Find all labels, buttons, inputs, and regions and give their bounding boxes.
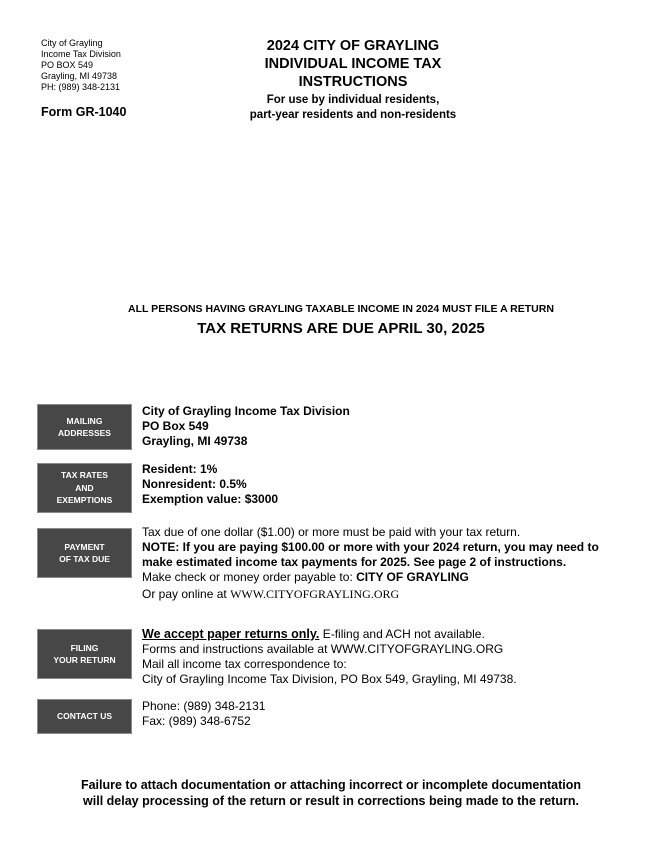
- fax-number: Fax: (989) 348-6752: [142, 714, 251, 728]
- filing-requirement-notice: ALL PERSONS HAVING GRAYLING TAXABLE INCOME IN 2024 MUST FILE A RETURN: [128, 303, 554, 315]
- document-subtitle: [200, 93, 506, 123]
- mailing-line: City of Grayling Income Tax Division: [142, 404, 350, 418]
- accept-line: [142, 627, 642, 642]
- subtitle-line: For use by individual residents,: [266, 94, 440, 106]
- document-title: [222, 37, 484, 91]
- payment-note: make estimated income tax payments for 2025. See page 2 of instructions.: [142, 555, 567, 569]
- label-line: TAX RATES: [61, 470, 108, 481]
- paper-returns-notice: We accept paper returns only.: [142, 627, 320, 641]
- label-line: PAYMENT: [64, 541, 105, 552]
- filing-label: [37, 629, 132, 679]
- payment-line: Tax due of one dollar ($1.00) or more must be paid with your tax return.: [142, 525, 521, 539]
- rate-line: Exemption value: $3000: [142, 492, 279, 506]
- documentation-warning: [0, 777, 662, 809]
- address-line: Grayling, MI 49738: [41, 71, 118, 81]
- filing-line: Mail all income tax correspondence to:: [142, 657, 347, 671]
- address-line: PO BOX 549: [41, 60, 94, 70]
- label-line: FILING: [70, 642, 99, 653]
- address-line: PH: (989) 348-2131: [41, 82, 121, 92]
- online-line: [142, 587, 642, 602]
- payable-name: CITY OF GRAYLING: [356, 570, 469, 584]
- tax-rates-label: [37, 463, 132, 513]
- title-line: 2024 CITY OF GRAYLING: [266, 38, 440, 54]
- city-address-block: [41, 38, 121, 93]
- mailing-addresses-label: [37, 404, 132, 450]
- mailing-addresses-text: [142, 404, 642, 449]
- filing-line: City of Grayling Income Tax Division, PO Box 549, Grayling, MI 49738.: [142, 672, 517, 686]
- phone-number: Phone: (989) 348-2131: [142, 699, 266, 713]
- filing-text: [142, 627, 642, 687]
- payment-label: [37, 528, 132, 578]
- rate-line: Nonresident: 0.5%: [142, 477, 247, 491]
- payable-prefix: Make check or money order payable to:: [142, 570, 357, 584]
- title-line: INDIVIDUAL INCOME TAX: [264, 56, 442, 72]
- due-date-notice: TAX RETURNS ARE DUE APRIL 30, 2025: [197, 320, 485, 337]
- label-line: AND: [75, 482, 94, 493]
- online-url: WWW.CITYOFGRAYLING.ORG: [230, 587, 400, 601]
- contact-text: [142, 699, 642, 729]
- tax-rates-text: [142, 462, 642, 507]
- address-line: Income Tax Division: [41, 49, 121, 59]
- address-line: City of Grayling: [41, 38, 103, 48]
- label-line: OF TAX DUE: [59, 554, 110, 564]
- efile-notice: E-filing and ACH not available.: [319, 627, 485, 641]
- label-line: CONTACT US: [56, 711, 113, 722]
- rate-line: Resident: 1%: [142, 462, 218, 476]
- payable-line: [142, 570, 642, 585]
- online-prefix: Or pay online at: [142, 587, 231, 601]
- subtitle-line: part-year residents and non-residents: [249, 109, 457, 121]
- footer-line: will delay processing of the return or result in corrections being made to the return.: [83, 794, 579, 808]
- payment-text: [142, 525, 642, 602]
- label-line: EXEMPTIONS: [56, 495, 113, 506]
- payment-note: NOTE: If you are paying $100.00 or more with your 2024 return, you may need to: [142, 540, 599, 554]
- form-number: Form GR-1040: [41, 105, 127, 119]
- mailing-line: PO Box 549: [142, 419, 209, 433]
- label-line: ADDRESSES: [58, 428, 111, 438]
- footer-line: Failure to attach documentation or attaching incorrect or incomplete documentation: [80, 778, 582, 792]
- label-line: YOUR RETURN: [53, 655, 116, 665]
- label-line: MAILING: [66, 415, 103, 426]
- mailing-line: Grayling, MI 49738: [142, 434, 248, 448]
- title-line: INSTRUCTIONS: [298, 74, 408, 90]
- contact-label: [37, 699, 132, 734]
- filing-line: Forms and instructions available at WWW.CITYOFGRAYLING.ORG: [142, 642, 504, 656]
